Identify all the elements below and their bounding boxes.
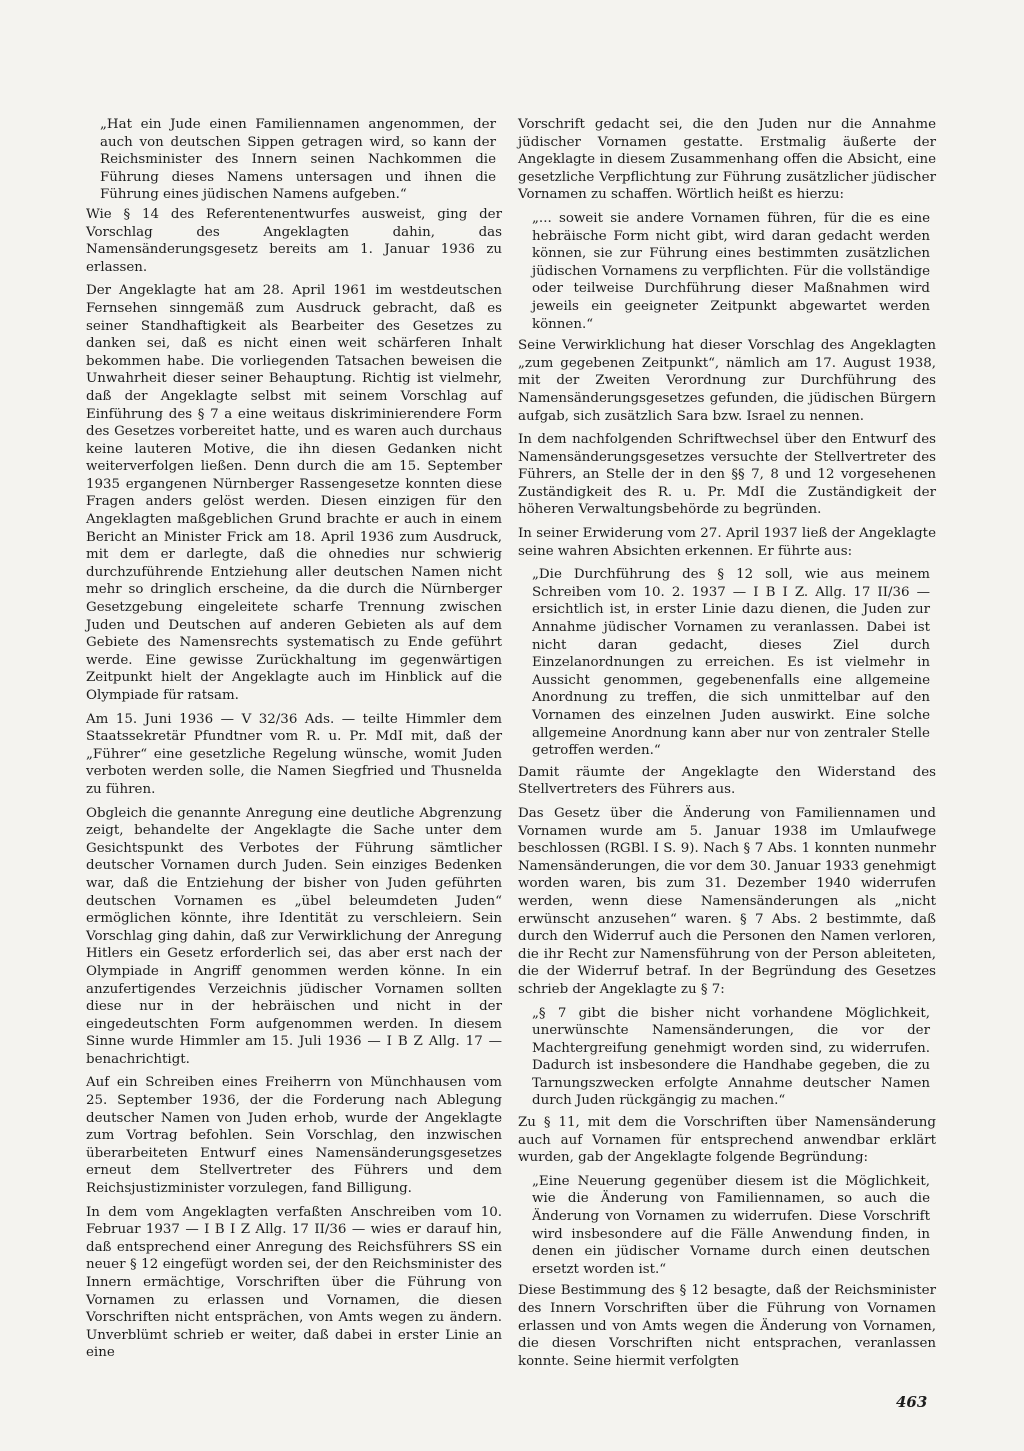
paragraph: Zu § 11, mit dem die Vorschriften über Namensänderung auch auf Vornamen für entsprechend anwendbar erklärt wurden, gab der Angeklagte folgende Begründung:: [518, 1115, 936, 1166]
paragraph-quote: „... soweit sie andere Vornamen führen, für die es eine hebräische Form nicht gibt, wird daran gedacht werden können, sie zur Führung eines bestimmten zusätzlichen jüdischen Vornamens zu verpflichten. Für die vollständige oder teilweise Durchführung dieser Maßnahmen wird jeweils ein geeigneter Zeitpunkt abgewartet werden können.“: [532, 210, 930, 332]
paragraph: In dem nachfolgenden Schriftwechsel über den Entwurf des Namensänderungsgesetzes versuchte der Stellvertreter des Führers, an Stelle der in den §§ 7, 8 und 12 vorgesehenen Zuständigkeit des R. u. Pr. MdI die Zuständigkeit der höheren Verwaltungsbehörde zu begründen.: [518, 432, 936, 518]
paragraph: Wie § 14 des Referentenentwurfes ausweist, ging der Vorschlag des Angeklagten dahin, das Namensänderungsgesetz bereits am 1. Januar 1936 zu erlassen.: [86, 206, 502, 275]
paragraph: Am 15. Juni 1936 — V 32/36 Ads. — teilte Himmler dem Staatssekretär Pfundtner vom R. u. Pr. MdI mit, daß der „Führer“ eine gesetzliche Regelung wünsche, womit Juden verboten werden solle, die Namen Siegfried und Thusnelda zu führen.: [86, 711, 502, 797]
right-column: [518, 116, 936, 1376]
paragraph-quote: „Die Durchführung des § 12 soll, wie aus meinem Schreiben vom 10. 2. 1937 — I B I Z. Allg. 17 II/36 — ersichtlich ist, in erster Linie dazu dienen, die Juden zur Annahme jüdischer Vornamen zu veranlassen. Dabei ist nicht daran gedacht, dieses Ziel durch Einzelanordnungen zu erreichen. Es ist vielmehr in Aussicht genommen, gegebenenfalls eine allgemeine Anordnung zu treffen, die sich unmittelbar auf den Vornamen des einzelnen Juden auswirkt. Eine solche allgemeine Anordnung kann aber nur von zentraler Stelle getroffen werden.“: [532, 567, 930, 759]
paragraph: In dem vom Angeklagten verfaßten Anschreiben vom 10. Februar 1937 — I B I Z Allg. 17 II/36 — wies er darauf hin, daß entsprechend einer Anregung des Reichsführers SS ein neuer § 12 eingefügt worden sei, der den Reichsminister des Innern ermächtige, Vorschriften über die Führung von Vornamen zu erlassen und Vornamen, die diesen Vorschriften nicht entsprächen, von Amts wegen zu ändern. Unverblümt schrieb er weiter, daß dabei in erster Linie an eine: [86, 1204, 502, 1361]
paragraph-quote: „Eine Neuerung gegenüber diesem ist die Möglichkeit, wie die Änderung von Familiennamen, so auch die Änderung von Vornamen zu widerrufen. Diese Vorschrift wird insbesondere auf die Fälle Anwendung finden, in denen ein jüdischer Vorname durch einen deutschen ersetzt worden ist.“: [532, 1173, 930, 1277]
left-column: [86, 116, 502, 1368]
paragraph: Vorschrift gedacht sei, die den Juden nur die Annahme jüdischer Vornamen gestatte. Erstmalig äußerte der Angeklagte in diesem Zusammenhang offen die Absicht, eine gesetzliche Verpflichtung zur Führung zusätzlicher jüdischer Vornamen zu schaffen. Wörtlich heißt es hierzu:: [518, 117, 936, 203]
page-number: 463: [896, 1393, 928, 1411]
paragraph-quote: „Hat ein Jude einen Familiennamen angenommen, der auch von deutschen Sippen getragen wird, so kann der Reichsminister des Innern seinen Nachkommen die Führung dieses Namens untersagen und ihnen die Führung eines jüdischen Namens aufgeben.“: [100, 117, 496, 203]
paragraph-quote: „§ 7 gibt die bisher nicht vorhandene Möglichkeit, unerwünschte Namensänderungen, die vor der Machtergreifung genehmigt worden sind, zu widerrufen. Dadurch ist insbesondere die Handhabe gegeben, die zu Tarnungszwecken erfolgte Annahme deutscher Namen durch Juden rückgängig zu machen.“: [532, 1005, 930, 1109]
paragraph: Diese Bestimmung des § 12 besagte, daß der Reichsminister des Innern Vorschriften über die Führung von Vornamen erlassen und von Amts wegen die Änderung von Vornamen, die diesen Vorschriften nicht entsprachen, veranlassen konnte. Seine hiermit verfolgten: [518, 1283, 936, 1369]
paragraph: Der Angeklagte hat am 28. April 1961 im westdeutschen Fernsehen sinngemäß zum Ausdruck gebracht, daß es seiner Standhaftigkeit als Bearbeiter des Gesetzes zu danken sei, daß es nicht einen weit schärferen Inhalt bekommen habe. Die vorliegenden Tatsachen beweisen die Unwahrheit dieser seiner Behauptung. Richtig ist vielmehr, daß der Angeklagte selbst mit seinem Vorschlag auf Einführung des § 7 a eine weitaus diskriminierendere Form des Gesetzes vorbereitet hatte, und es waren auch durchaus keine lauteren Motive, die ihn diesen Gedanken nicht weiterverfolgen ließen. Denn durch die am 15. September 1935 ergangenen Nürnberger Rassengesetze konnten diese Fragen anders gelöst werden. Diesen einzigen für den Angeklagten maßgeblichen Grund brachte er auch in einem Bericht an Minister Frick am 18. April 1936 zum Ausdruck, mit dem er darlegte, daß die ohnedies nur schwierig durchzuführende Entziehung aller deutschen Namen nicht mehr so dringlich erscheine, da die durch die Nürnberger Gesetzgebung eingeleitete scharfe Trennung zwischen Juden und Deutschen auf anderen Gebieten als auf dem Gebiete des Namensrechts systematisch zu Ende geführt werde. Eine gewisse Zurückhaltung im gegenwärtigen Zeitpunkt hielt der Angeklagte auch im Hinblick auf die Olympiade für ratsam.: [86, 283, 502, 703]
paragraph: Damit räumte der Angeklagte den Widerstand des Stellvertreters des Führers aus.: [518, 764, 936, 798]
paragraph: Obgleich die genannte Anregung eine deutliche Abgrenzung zeigt, behandelte der Angeklagte die Sache unter dem Gesichtspunkt des Verbotes der Führung sämtlicher deutscher Vornamen durch Juden. Sein einziges Bedenken war, daß die Entziehung der bisher von Juden geführten deutschen Vornamen es „übel beleumdeten Juden“ ermöglichen könnte, ihre Identität zu verschleiern. Sein Vorschlag ging dahin, daß zur Verwirklichung der Anregung Hitlers ein Gesetz erforderlich sei, das aber erst nach der Olympiade in Angriff genommen werden könne. In ein anzufertigendes Verzeichnis jüdischer Vornamen sollten diese nur in der hebräischen und nicht in der eingedeutschten Form aufgenommen werden. In diesem Sinne wurde Himmler am 15. Juli 1936 — I B Z Allg. 17 — benachrichtigt.: [86, 805, 502, 1067]
paragraph: Auf ein Schreiben eines Freiherrn von Münchhausen vom 25. September 1936, der die Forderung nach Ablegung deutscher Namen von Juden erhob, wurde der Angeklagte zum Vortrag befohlen. Sein Vorschlag, den inzwischen überarbeiteten Entwurf eines Namensänderungsgesetzes erneut dem Stellvertreter des Führers und dem Reichsjustizminister vorzulegen, fand Billigung.: [86, 1075, 502, 1197]
paragraph: Seine Verwirklichung hat dieser Vorschlag des Angeklagten „zum gegebenen Zeitpunkt“, nämlich am 17. August 1938, mit der Zweiten Verordnung zur Durchführung des Namensänderungsgesetzes gefunden, die jüdischen Bürgern aufgab, sich zusätzlich Sara bzw. Israel zu nennen.: [518, 338, 936, 424]
paragraph: Das Gesetz über die Änderung von Familiennamen und Vornamen wurde am 5. Januar 1938 im Umlaufwege beschlossen (RGBl. I S. 9). Nach § 7 Abs. 1 konnten nunmehr Namensänderungen, die vor dem 30. Januar 1933 genehmigt worden waren, bis zum 31. Dezember 1940 widerrufen werden, wenn diese Namensänderungen als „nicht erwünscht anzusehen“ waren. § 7 Abs. 2 bestimmte, daß durch den Widerruf auch die Personen den Namen verloren, die ihr Recht zur Namensführung von der Person ableiteten, die der Widerruf betraf. In der Begründung des Gesetzes schrieb der Angeklagte zu § 7:: [518, 805, 936, 997]
paragraph: In seiner Erwiderung vom 27. April 1937 ließ der Angeklagte seine wahren Absichten erkennen. Er führte aus:: [518, 526, 936, 559]
